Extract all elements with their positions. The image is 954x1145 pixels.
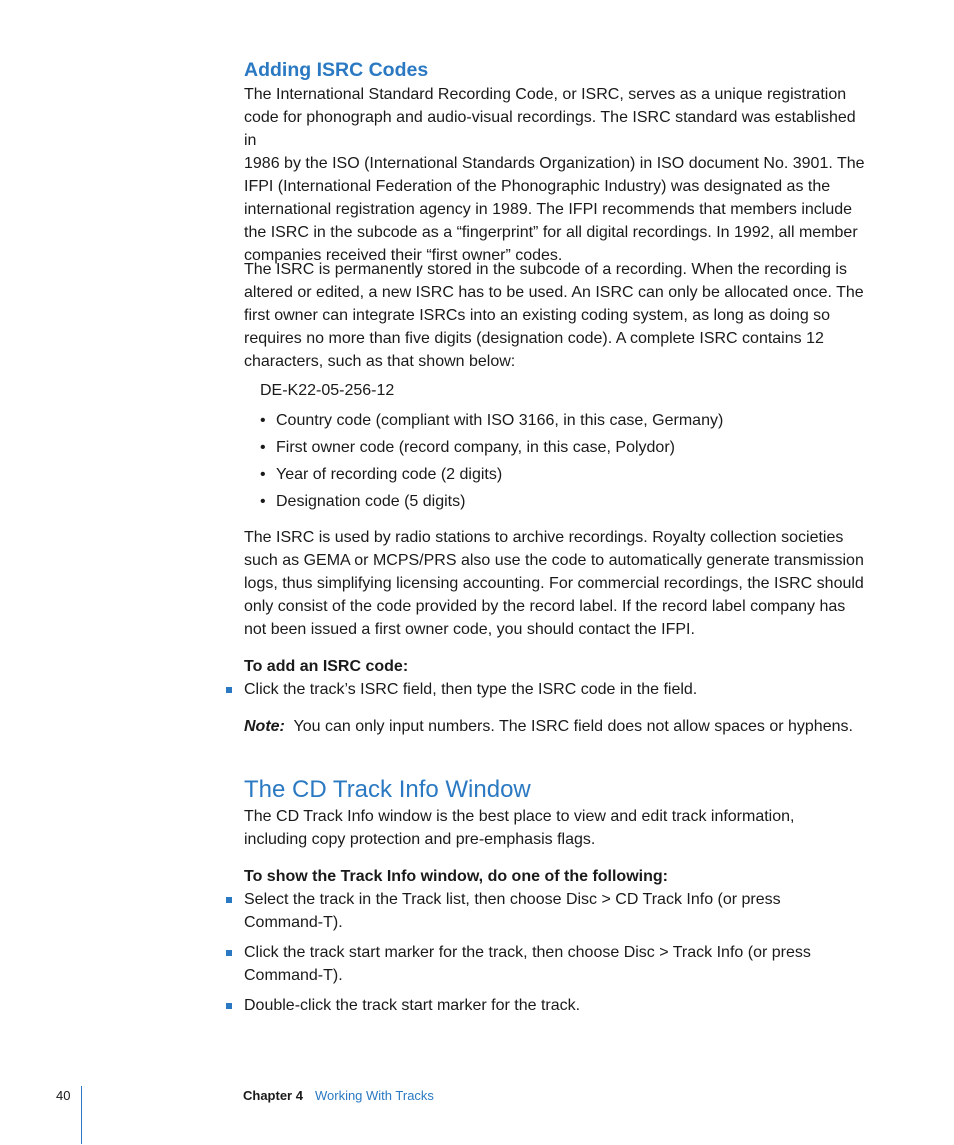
bullet-icon: • bbox=[260, 439, 266, 456]
square-bullet-icon bbox=[226, 897, 232, 903]
task-step bbox=[244, 888, 872, 934]
cd-intro bbox=[244, 805, 872, 851]
task-heading: To add an ISRC code: bbox=[244, 658, 409, 675]
isrc-paragraph-1 bbox=[244, 83, 872, 267]
task-step-text: Command-T). bbox=[244, 914, 343, 931]
footer-divider bbox=[81, 1086, 82, 1144]
isrc-paragraph-3 bbox=[244, 526, 872, 641]
text-line: first owner can integrate ISRCs into an existing coding system, as long as doing so bbox=[244, 307, 831, 324]
task-step-text: Command-T). bbox=[244, 967, 343, 984]
task-step bbox=[244, 941, 872, 987]
text-line: characters, such as that shown below: bbox=[244, 353, 516, 370]
text-line: not been issued a first owner code, you should contact the IFPI. bbox=[244, 621, 695, 638]
chapter-label: Chapter 4 bbox=[243, 1088, 303, 1103]
square-bullet-icon bbox=[226, 687, 232, 693]
page-number: 40 bbox=[56, 1088, 71, 1103]
square-bullet-icon bbox=[226, 1003, 232, 1009]
cd-task bbox=[244, 865, 872, 1024]
section-heading: Adding ISRC Codes bbox=[244, 59, 429, 81]
note-text: You can only input numbers. The ISRC field does not allow spaces or hyphens. bbox=[293, 718, 853, 735]
isrc-paragraph-2 bbox=[244, 258, 872, 373]
section-heading: The CD Track Info Window bbox=[244, 776, 531, 803]
list-item bbox=[244, 409, 872, 432]
footer-chapter bbox=[243, 1088, 434, 1103]
task-step-text: Click the track’s ISRC field, then type the ISRC code in the field. bbox=[244, 681, 698, 698]
text-line: requires no more than five digits (designation code). A complete ISRC contains 12 bbox=[244, 330, 824, 347]
task-step bbox=[244, 994, 872, 1017]
list-item-text: Designation code (5 digits) bbox=[276, 493, 466, 510]
text-line: the ISRC in the subcode as a “fingerprint” for all digital recordings. In 1992, all member bbox=[244, 224, 858, 241]
note-label: Note: bbox=[244, 718, 285, 735]
section-cd-track-info bbox=[244, 776, 872, 804]
example-code: DE-K22-05-256-12 bbox=[260, 382, 395, 399]
task-step-text: Select the track in the Track list, then choose Disc > CD Track Info (or press bbox=[244, 891, 781, 908]
text-line: The CD Track Info window is the best place to view and edit track information, bbox=[244, 808, 795, 825]
list-item-text: First owner code (record company, in this case, Polydor) bbox=[276, 439, 675, 456]
bullet-icon: • bbox=[260, 466, 266, 483]
chapter-title-link[interactable]: Working With Tracks bbox=[314, 1088, 434, 1103]
list-item-text: Country code (compliant with ISO 3166, in this case, Germany) bbox=[276, 412, 724, 429]
list-item bbox=[244, 436, 872, 459]
task-heading: To show the Track Info window, do one of the following: bbox=[244, 868, 668, 885]
text-line: code for phonograph and audio-visual recordings. The ISRC standard was established in bbox=[244, 109, 856, 149]
bullet-icon: • bbox=[260, 412, 266, 429]
text-line: 1986 by the ISO (International Standards Organization) in ISO document No. 3901. The bbox=[244, 155, 865, 172]
text-line: altered or edited, a new ISRC has to be used. An ISRC can only be allocated once. The bbox=[244, 284, 864, 301]
text-line: IFPI (International Federation of the Phonographic Industry) was designated as the bbox=[244, 178, 831, 195]
isrc-example bbox=[244, 379, 872, 402]
list-item-text: Year of recording code (2 digits) bbox=[276, 466, 503, 483]
isrc-task bbox=[244, 655, 872, 708]
task-step bbox=[244, 678, 872, 701]
bullet-icon: • bbox=[260, 493, 266, 510]
list-item bbox=[244, 463, 872, 486]
text-line: companies received their “first owner” codes. bbox=[244, 247, 563, 264]
section-isrc bbox=[244, 58, 872, 82]
task-step-text: Double-click the track start marker for the track. bbox=[244, 997, 581, 1014]
list-item bbox=[244, 490, 872, 513]
text-line: only consist of the code provided by the record label. If the record label company has bbox=[244, 598, 846, 615]
text-line: The International Standard Recording Code, or ISRC, serves as a unique registration bbox=[244, 86, 847, 103]
text-line: such as GEMA or MCPS/PRS also use the code to automatically generate transmission bbox=[244, 552, 864, 569]
code-parts-list bbox=[244, 409, 872, 517]
text-line: including copy protection and pre-emphasis flags. bbox=[244, 831, 596, 848]
text-line: logs, thus simplifying licensing accounting. For commercial recordings, the ISRC should bbox=[244, 575, 864, 592]
text-line: The ISRC is used by radio stations to archive recordings. Royalty collection societies bbox=[244, 529, 844, 546]
note bbox=[244, 715, 872, 738]
square-bullet-icon bbox=[226, 950, 232, 956]
text-line: international registration agency in 1989. The IFPI recommends that members include bbox=[244, 201, 853, 218]
task-step-text: Click the track start marker for the track, then choose Disc > Track Info (or press bbox=[244, 944, 811, 961]
text-line: The ISRC is permanently stored in the subcode of a recording. When the recording is bbox=[244, 261, 847, 278]
